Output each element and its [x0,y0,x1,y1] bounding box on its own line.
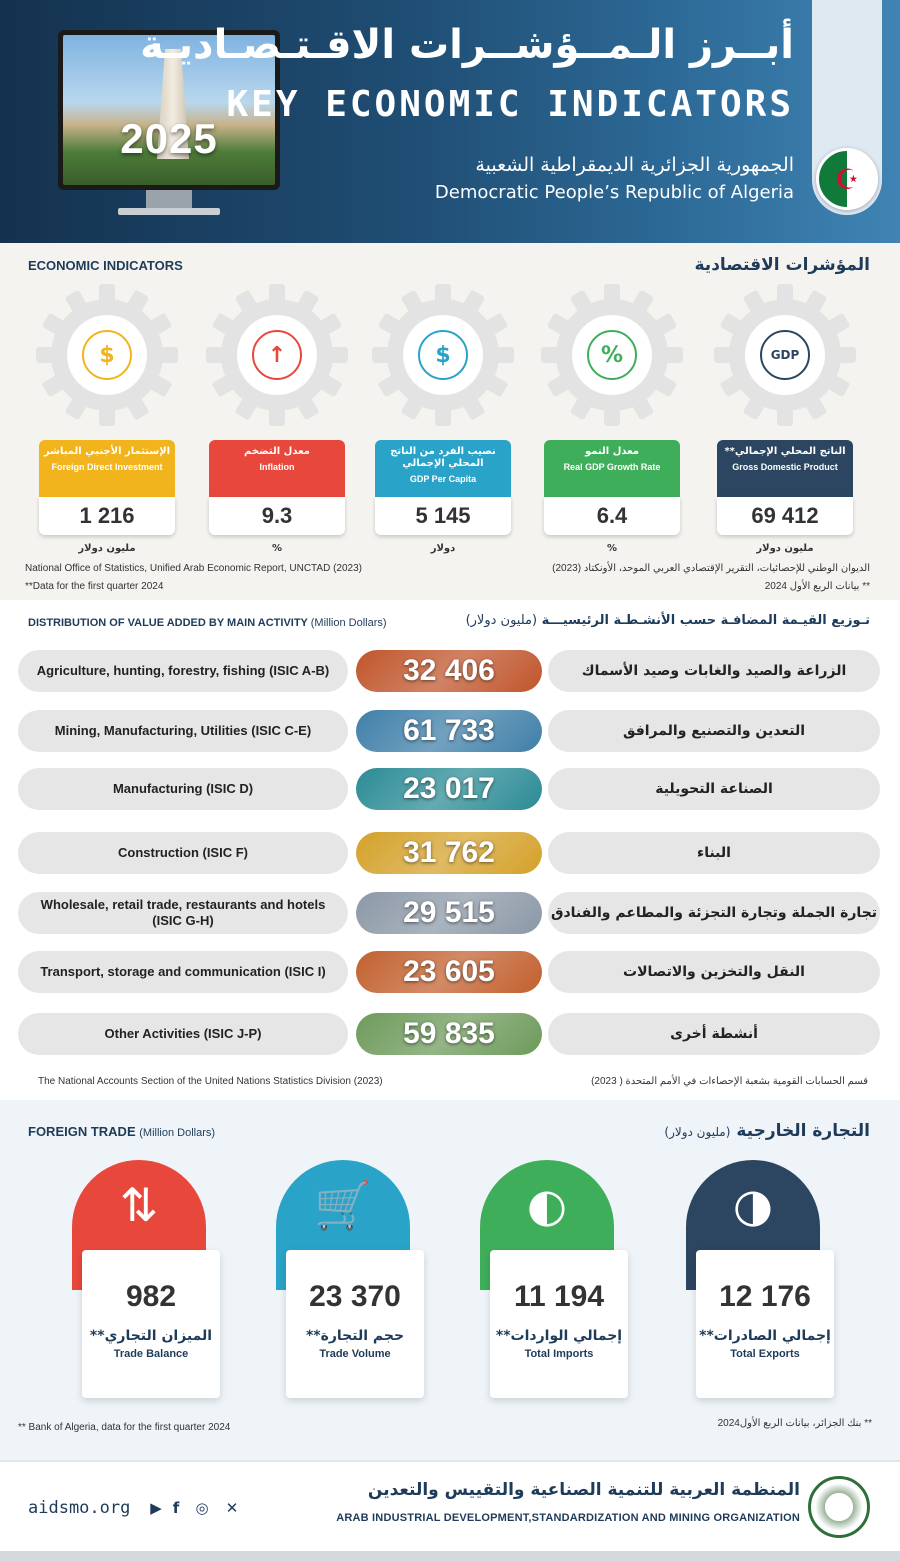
indicator-header [39,440,175,497]
indicator-header [375,440,511,497]
indicator-unit: مليون دولار [78,543,136,554]
activity-label-ar: الزراعة والصيد والغابات وصيد الأسماك [548,650,880,692]
trade-label-en: Trade Balance [113,1348,189,1360]
trade-label-ar: إجمالي الواردات** [495,1328,623,1344]
indicator-label-en: Gross Domestic Product [732,462,838,472]
indicator-label-en: Real GDP Growth Rate [563,462,661,472]
growth-icon: % [587,330,637,380]
activity-value: 61 733 [356,710,542,752]
trade-title-en-unit: (Million Dollars) [139,1127,216,1139]
trade-card [276,1160,424,1398]
inflation-icon: ↑ [252,330,302,380]
trade-title-en [28,1124,215,1139]
economic-note-en: **Data for the first quarter 2024 [25,581,164,592]
value-added-title-en-text: DISTRIBUTION OF VALUE ADDED BY MAIN ACTIVITY [28,617,308,629]
indicator-label-ar: معدل التضخم [244,446,310,457]
activity-label-en: Transport, storage and communication (ISIC I) [18,951,348,993]
economic-title-ar: المؤشرات الاقتصادية [694,255,870,275]
value-added-title-ar-unit: (مليون دولار) [465,613,538,628]
footer [0,1460,900,1561]
gear-graphic [537,280,687,430]
trade-value: 12 176 [719,1280,811,1313]
indicator-header [717,440,853,497]
trade-value-box [490,1250,628,1398]
footer-bar [0,1551,900,1561]
value-added-source-ar: قسم الحسابات القومية بشعبة الإحصاءات في الأمم المتحدة ( 2023) [591,1076,868,1087]
trade-value-box [82,1250,220,1398]
header-banner [0,0,900,243]
globe-hand-icon: $ [82,330,132,380]
indicator-value: 5 145 [375,497,511,535]
indicator-label-ar: نصيب الفرد من الناتج المحلي الإجمالي [390,446,496,469]
indicator-label-en: GDP Per Capita [409,474,477,484]
indicator-unit: مليون دولار [756,543,814,554]
indicator-value: 1 216 [39,497,175,535]
indicator-label-en: Foreign Direct Investment [51,462,163,472]
indicator-card [544,440,680,535]
activity-label-ar: أنشطة أخرى [548,1013,880,1055]
trade-card [72,1160,220,1398]
facebook-icon[interactable]: f [172,1499,180,1517]
youtube-icon[interactable]: ▶ [150,1499,162,1517]
value-added-source-en: The National Accounts Section of the United Nations Statistics Division (2023) [38,1076,383,1087]
activity-label-en: Manufacturing (ISIC D) [18,768,348,810]
cart-globe-icon: 🛒 [314,1178,372,1232]
trade-label-ar: إجمالي الصادرات** [699,1328,831,1344]
trade-note-en: ** Bank of Algeria, data for the first quarter 2024 [18,1422,231,1433]
trade-value-box [696,1250,834,1398]
trade-label-ar: الميزان التجاري** [89,1328,213,1344]
activity-value: 31 762 [356,832,542,874]
trade-balance-icon: ⇅ [119,1178,159,1232]
trade-title-ar-unit: (مليون دولار) [664,1125,731,1139]
economic-title-en: ECONOMIC INDICATORS [28,258,183,273]
activity-label-ar: التعدين والتصنيع والمرافق [548,710,880,752]
trade-value-box [286,1250,424,1398]
title-english: KEY ECONOMIC INDICATORS [226,84,794,125]
indicator-value: 69 412 [717,497,853,535]
indicator-header [544,440,680,497]
activity-label-en: Wholesale, retail trade, restaurants and hotels (ISIC G-H) [18,892,348,934]
indicator-header [209,440,345,497]
website-link[interactable]: aidsmo.org [28,1498,131,1518]
activity-value: 32 406 [356,650,542,692]
activity-label-en: Other Activities (ISIC J-P) [18,1013,348,1055]
gear-graphic [32,280,182,430]
x-icon[interactable]: ✕ [225,1499,239,1517]
globe-export-icon: ◑ [732,1178,774,1232]
gear-graphic [202,280,352,430]
indicator-unit: % [271,543,283,554]
trade-value: 23 370 [309,1280,401,1313]
indicator-unit: % [606,543,618,554]
trade-value: 11 194 [513,1280,605,1313]
indicator-card [375,440,511,535]
indicator-label-ar: معدل النمو [584,446,639,457]
indicator-value: 6.4 [544,497,680,535]
person-coin-icon: $ [418,330,468,380]
value-added-title-en-unit: (Million Dollars) [310,617,387,629]
gear-graphic [368,280,518,430]
organization-name-en: ARAB INDUSTRIAL DEVELOPMENT,STANDARDIZATION AND MINING ORGANIZATION [336,1512,800,1524]
indicator-card [717,440,853,535]
economic-source-ar: الديوان الوطني للإحصائيات، التقرير الإقتصادي العربي الموحد، الأونكتاد (2023) [552,563,870,574]
indicator-value: 9.3 [209,497,345,535]
indicator-card [209,440,345,535]
trade-title-ar-text: التجارة الخارجية [736,1121,870,1141]
trade-value: 982 [125,1280,177,1313]
trade-note-ar: ** بنك الجزائر، بيانات الربع الأول2024 [717,1418,872,1429]
country-english: Democratic People’s Republic of Algeria [434,182,794,203]
trade-card [480,1160,628,1398]
economic-indicators-section [0,243,900,600]
activity-label-ar: البناء [548,832,880,874]
title-arabic: أبــرز الـمــؤشــرات الاقـتـصـاديـة [140,22,794,68]
value-added-title-en [28,617,387,629]
trade-label-en: Total Imports [524,1348,594,1360]
trade-title-en-text: FOREIGN TRADE [28,1124,136,1139]
country-arabic: الجمهورية الجزائرية الديمقراطية الشعبية [475,154,794,176]
activity-value: 23 605 [356,951,542,993]
activity-value: 59 835 [356,1013,542,1055]
value-added-title-ar-text: تـوزيع القيـمة المضافـة حسب الأنشـطـة الرئيسيـــة [541,613,870,628]
monitor-base [118,208,220,215]
activity-label-en: Mining, Manufacturing, Utilities (ISIC C-E) [18,710,348,752]
activity-label-ar: تجارة الجملة وتجارة التجزئة والمطاعم والفنادق [548,892,880,934]
trade-label-ar: حجم التجارة** [305,1328,405,1344]
gear-graphic [710,280,860,430]
trade-label-en: Trade Volume [319,1348,391,1360]
trade-title-ar [664,1121,870,1141]
trade-card [686,1160,834,1398]
trade-label-en: Total Exports [730,1348,800,1360]
indicator-unit: دولار [430,543,456,554]
indicator-label-ar: الناتج المحلي الإجمالي** [724,446,846,457]
globe-import-icon: ◐ [526,1178,568,1232]
activity-label-en: Construction (ISIC F) [18,832,348,874]
foreign-trade-section [0,1100,900,1460]
organization-logo [808,1476,870,1538]
activity-label-en: Agriculture, hunting, forestry, fishing (ISIC A-B) [18,650,348,692]
value-added-section [0,600,900,1100]
organization-name-ar: المنظمة العربية للتنمية الصناعية والتقييس والتعدين [367,1480,800,1500]
activity-value: 29 515 [356,892,542,934]
activity-label-ar: النقل والتخزين والاتصالات [548,951,880,993]
value-added-title-ar [466,613,870,628]
monitor-stand [146,190,192,210]
indicator-label-en: Inflation [259,462,295,472]
activity-label-ar: الصناعة التحويلية [548,768,880,810]
year-label: 2025 [120,115,218,162]
instagram-icon[interactable]: ◎ [195,1499,209,1517]
economic-note-ar: ** بيانات الربع الأول 2024 [764,581,870,592]
activity-value: 23 017 [356,768,542,810]
indicator-card [39,440,175,535]
indicator-label-ar: الإستثمار الأجنبي المباشر [43,446,171,457]
gdp-icon: GDP [760,330,810,380]
algeria-flag-icon: ☪ [816,148,878,210]
economic-source-en: National Office of Statistics, Unified Arab Economic Report, UNCTAD (2023) [25,563,362,574]
